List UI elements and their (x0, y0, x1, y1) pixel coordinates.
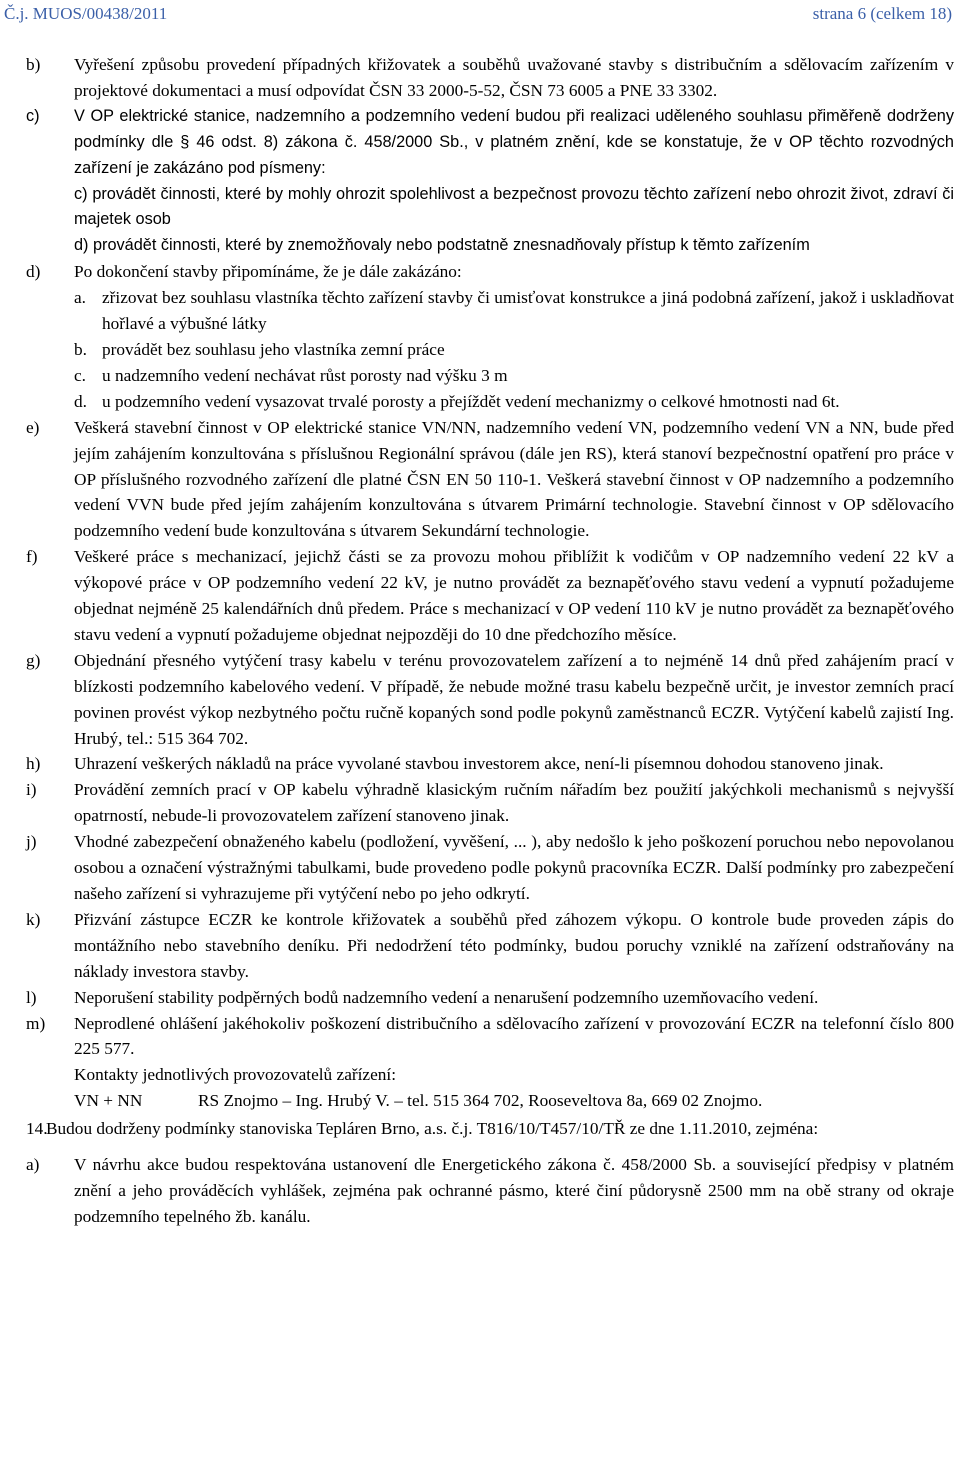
sub-item (74, 363, 954, 389)
condition-text: Vyřešení způsobu provedení případných křižovatek a souběhů uvažované stavby s distribučním a sdělovacím zařízením v projektové dokumentaci a musí odpovídat ČSN 33 2000-5-52, ČSN 73 6005 a PNE 33 3302. (74, 55, 954, 100)
page-header (0, 0, 960, 30)
sub-item-label: d. (74, 391, 87, 411)
document-reference: Č.j. MUOS/00438/2011 (4, 4, 168, 23)
sub-item (74, 285, 954, 337)
sub-item-text: zřizovat bez souhlasu vlastníka těchto zařízení stavby či umisťovat konstrukce a jiná podobná zařízení, jakož i uskladňovat hořlavé a výbušné látky (102, 288, 954, 334)
page-number: strana 6 (celkem 18) (812, 4, 952, 23)
condition-text: Neprodlené ohlášení jakéhokoliv poškození distribučního a sdělovacího zařízení v provozování ECZR na telefonní číslo 800 225 577. (74, 1013, 954, 1059)
document-body (26, 52, 954, 1230)
condition-label: k) (26, 909, 41, 929)
condition-label: h) (26, 754, 41, 774)
sub-item-text: provádět bez souhlasu jeho vlastníka zemní práce (102, 339, 445, 359)
point-14-text: Budou dodrženy podmínky stanoviska Tepláren Brno, a.s. č.j. T816/10/T457/10/TŘ ze dne 1.11.2010, zejména: (46, 1119, 819, 1139)
condition-b (26, 52, 954, 104)
point-14 (26, 1116, 954, 1142)
condition-label: i) (26, 780, 37, 800)
condition-h (26, 751, 954, 777)
condition-k (26, 907, 954, 985)
sub-item-label: c. (74, 365, 86, 385)
sub-item-text: u nadzemního vedení nechávat růst porosty nad výšku 3 m (102, 365, 508, 385)
condition-label: f) (26, 547, 38, 567)
condition-l (26, 985, 954, 1011)
condition-text: Veškeré práce s mechanizací, jejichž části se za provozu mohou přiblížit k vodičům v OP nadzemního vedení 22 kV a výkopové práce v OP podzemního vedení 22 kV, je nutno provádět za beznapěťového stavu vedení a vypnutí požadujeme objednat nejméně 25 kalendářních dnů předem. Práce s mechanizací v OP vedení 110 kV je nutno provádět za beznapěťového stavu vedení a vypnutí požadujeme objednat nejpozději do 10 dne předchozího měsíce. (74, 547, 954, 644)
condition-d-subitems (26, 285, 954, 415)
condition-e (26, 415, 954, 545)
condition-i (26, 777, 954, 829)
condition-text: V návrhu akce budou respektována ustanovení dle Energetického zákona č. 458/2000 Sb. a související předpisy v platném znění a jeho prováděcích vyhlášek, zejména pak ochranné pásmo, které činí půdorysně 2500 mm na obě strany od okraje podzemního tepelného žb. kanálu. (74, 1155, 954, 1226)
point-14-item-a (26, 1152, 954, 1230)
condition-label: g) (26, 650, 41, 670)
condition-label: j) (26, 832, 37, 852)
contacts-line (26, 1088, 954, 1114)
sub-item-label: a. (74, 288, 86, 308)
sub-item-text: u podzemního vedení vysazovat trvalé porosty a přejíždět vedení mechanizmy o celkové hmotnosti nad 6t. (102, 391, 840, 411)
condition-text: Vhodné zabezpečení obnaženého kabelu (podložení, vyvěšení, ... ), aby nedošlo k jeho poškození poruchou nebo nepovolanou osobou a označení výstražnými tabulkami, bude provedeno podle pokynů pracovníka ECZR. Další podmínky pro zabezpečení našeho zařízení si vyhrazujeme při vytýčení nebo po jeho odkrytí. (74, 832, 954, 903)
condition-label: l) (26, 987, 37, 1007)
condition-text: V OP elektrické stanice, nadzemního a podzemního vedení budou při realizaci uděleného souhlasu přiměřeně dodrženy podmínky dle § 46 odst. 8) zákona č. 458/2000 Sb., v platném znění, kde se konstatuje, že v OP těchto rozvodných zařízení je zakázáno pod písmeny: (74, 106, 954, 177)
condition-label: m) (26, 1013, 46, 1033)
condition-text: Veškerá stavební činnost v OP elektrické stanice VN/NN, nadzemního vedení VN, podzemního vedení VN a NN, bude před jejím zahájením konzultována s příslušnou Regionální správou (dále jen RS), která stanoví bezpečnostní opatření pro práce v OP příslušného rozvodného zařízení dle platné ČSN EN 50 110-1. Veškerá stavební činnost v OP nadzemního a podzemního vedení VVN bude před jejím zahájením konzultována s útvarem Primární technologie. Stavební činnost v OP sdělovacího podzemního vedení bude konzultována s útvarem Sekundární technologie. (74, 417, 954, 541)
condition-m (26, 1011, 954, 1063)
condition-label: a) (26, 1155, 40, 1175)
condition-c (26, 104, 954, 182)
condition-label: d) (26, 262, 41, 282)
sub-item (74, 389, 954, 415)
condition-text: Provádění zemních prací v OP kabelu výhradně klasickým ručním nářadím bez použití jakýchkoli mechanismů s nejvyšší opatrností, nebude-li provozovatelem zařízení stanoveno jinak. (74, 780, 954, 826)
contacts-voltage: VN + NN (74, 1091, 143, 1111)
condition-label: e) (26, 417, 40, 437)
prohibition-d: d) provádět činnosti, které by znemožňovaly nebo podstatně znesnadňovaly přístup k těmto zařízením (74, 236, 810, 255)
prohibition-c: c) provádět činnosti, které by mohly ohrozit spolehlivost a bezpečnost provozu těchto zařízení nebo ohrozit život, zdraví či majetek osob (74, 184, 954, 229)
condition-text: Neporušení stability podpěrných bodů nadzemního vedení a nenarušení podzemního uzemňovacího vedení. (74, 987, 819, 1007)
condition-d (26, 259, 954, 285)
condition-g (26, 648, 954, 752)
spacer (26, 1142, 954, 1152)
contacts-title: Kontakty jednotlivých provozovatelů zařízení: (74, 1065, 396, 1085)
condition-text: Po dokončení stavby připomínáme, že je dále zakázáno: (74, 262, 462, 282)
sub-item-label: b. (74, 339, 87, 359)
condition-text: Přizvání zástupce ECZR ke kontrole křižovatek a souběhů před záhozem výkopu. O kontrole bude proveden zápis do montážního nebo stavebního deníku. Při nedodržení této podmínky, budou poruchy vzniklé na zařízení odstraňovány na náklady investora stavby. (74, 909, 954, 981)
condition-label: b) (26, 55, 41, 74)
point-14-label: 14. (26, 1119, 48, 1139)
condition-f (26, 544, 954, 648)
condition-text: Uhrazení veškerých nákladů na práce vyvolané stavbou investorem akce, není-li písemnou dohodou stanoveno jinak. (74, 754, 884, 774)
condition-text: Objednání přesného vytýčení trasy kabelu v terénu provozovatelem zařízení a to nejméně 14 dnů před zahájením prací v blízkosti podzemního kabelového vedení. V případě, že nebude možné trasu kabelu bezpečně určit, je investor zemních prací povinen provést výkop nezbytného počtu ručně kopaných sond podle pokynů zaměstnanců ECZR. Vytýčení kabelů zajistí Ing. Hrubý, tel.: 515 364 702. (74, 650, 954, 748)
contacts-detail: RS Znojmo – Ing. Hrubý V. – tel. 515 364 702, Rooseveltova 8a, 669 02 Znojmo. (198, 1091, 763, 1111)
condition-label: c) (26, 106, 40, 125)
sub-item (74, 337, 954, 363)
condition-j (26, 829, 954, 907)
